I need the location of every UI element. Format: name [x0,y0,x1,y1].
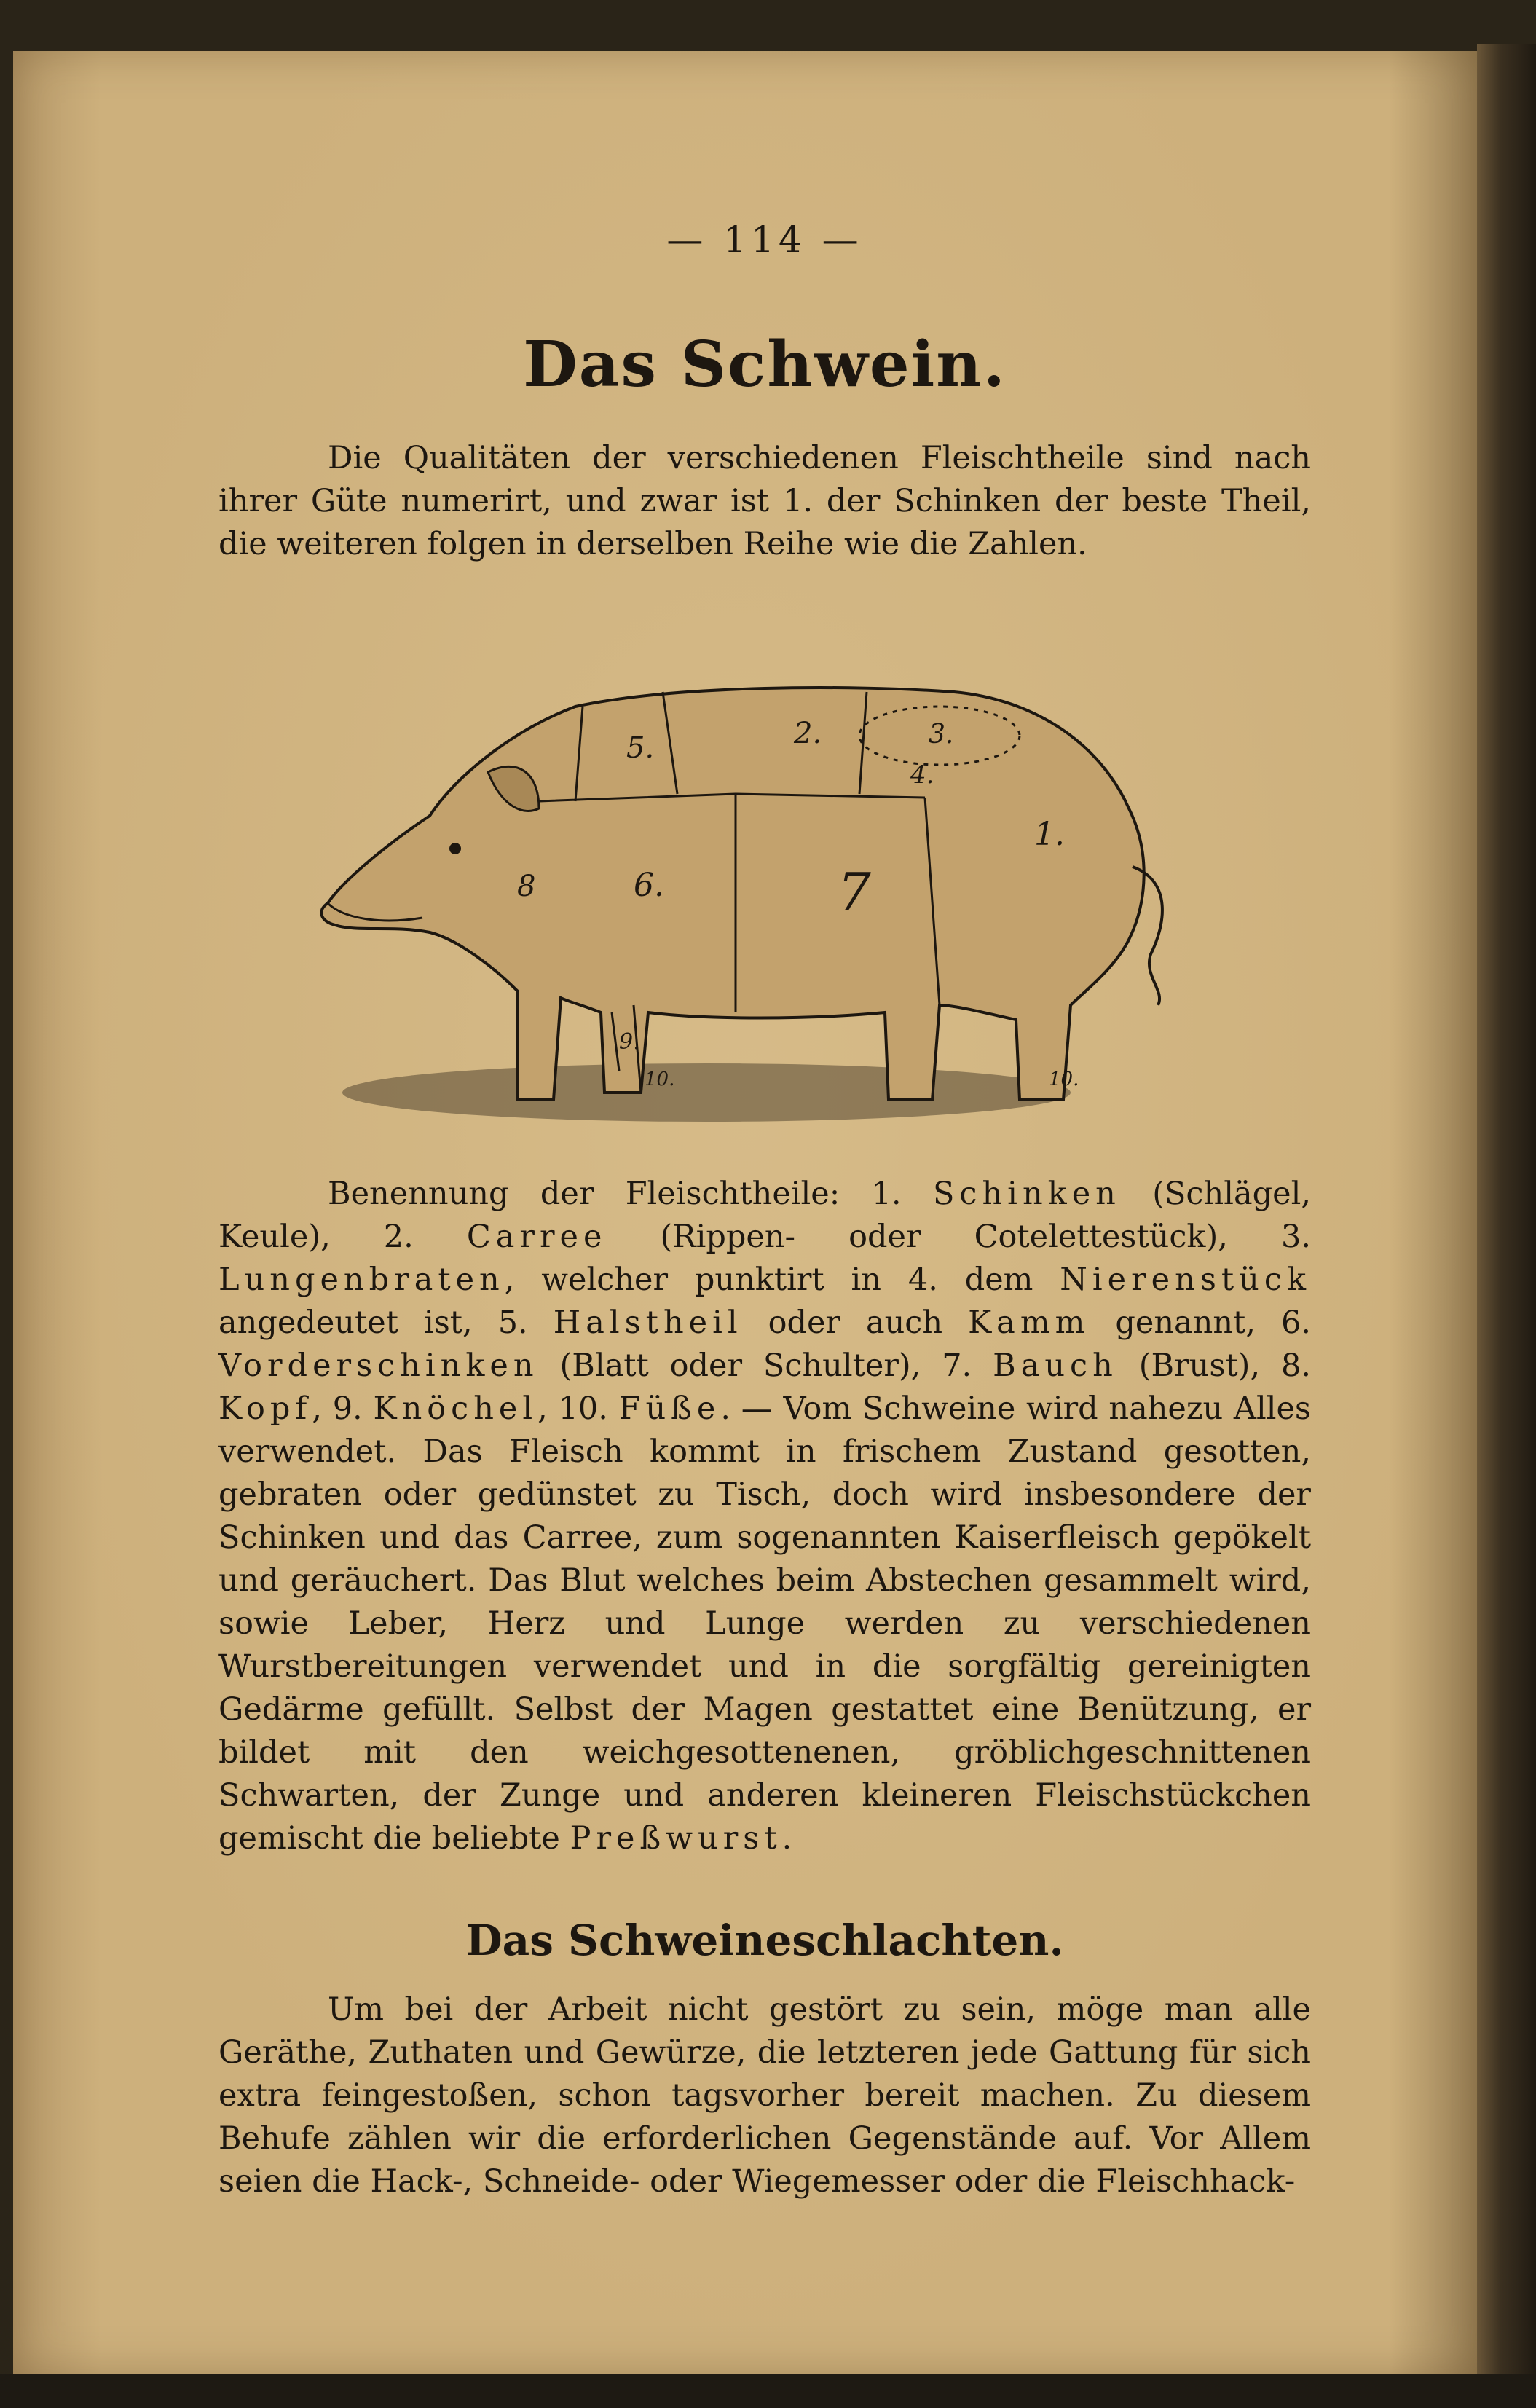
term-presswurst: Preßwurst [570,1820,782,1857]
term-kopf: Kopf [218,1390,312,1427]
term-schinken: Schinken [932,1176,1121,1212]
text-run: oder auch [742,1305,969,1341]
page-title: Das Schwein. [523,328,1007,401]
ground-shadow [342,1063,1071,1122]
cut-label-3: 3. [929,720,954,749]
cut-label-5: 5. [626,731,655,765]
page-number: — 114 — [666,219,863,261]
text-run: (Schlägel, Keule), 2. [218,1176,1311,1255]
text-run: (Blatt oder Schulter), 7. [538,1347,993,1384]
text-run: genannt, 6. [1090,1305,1311,1341]
text-run: Benennung der Fleischtheile: 1. [328,1176,933,1212]
text-run: , welcher punktirt in 4. dem [504,1262,1060,1298]
term-nierenstueck: Nierenstück [1060,1262,1311,1298]
cut-label-9: 9. [619,1029,640,1055]
text-run: , 9. [312,1390,374,1427]
pig-cuts-diagram [299,663,1238,1173]
term-lungenbraten: Lungenbraten [218,1262,505,1298]
text-run: (Brust), 8. [1117,1347,1312,1384]
cut-label-4: 4. [910,760,934,790]
text-run: . — Vom Schweine wird nahezu Alles verwendet. Das Fleisch kommt in frischem Zustand gesotten, gebraten oder gedünstet zu Tisch, doch wird insbesondere der Schinken und das Carree, zum sogenannten Kaiserfleisch gepökelt und geräuchert. Das Blut welches beim Abstechen gesammelt wird, sowie Leber, Herz und Lunge werden zu verschiedenen Wurstbereitungen verwendet und in die sorgfältig gereinigten Gedärme gefüllt. Selbst der Magen gestattet eine Benützung, er bildet mit den weichgesottenenen, gröblichgeschnittenen Schwarten, der Zunge und anderen kleineren Fleischstückchen gemischt die beliebte [218,1390,1311,1857]
scan-top-edge [0,0,1536,51]
section-heading-slaughter: Das Schweineschlachten. [465,1916,1064,1965]
cut-label-7: 7 [838,862,871,923]
term-bauch: Bauch [993,1347,1118,1384]
cut-label-10-front: 10. [645,1069,675,1090]
cut-label-1: 1. [1034,816,1065,853]
pig-body-outline [321,688,1143,1100]
intro-paragraph: Die Qualitäten der verschiedenen Fleischtheile sind nach ihrer Güte numerirt, und zwar ist 1. der Schinken der beste Theil, die weiteren folgen in derselben Reihe wie die Zahlen. [218,440,1311,562]
term-halstheil: Halstheil [553,1305,743,1341]
cut-label-6: 6. [634,867,664,904]
book-spine [1477,44,1536,2408]
pig-cuts-illustration [299,663,1238,1173]
term-knoechel: Knöchel [373,1390,538,1427]
term-kamm: Kamm [968,1305,1090,1341]
cut-label-10-back: 10. [1049,1069,1079,1090]
slaughter-paragraph: Um bei der Arbeit nicht gestört zu sein, möge man alle Geräthe, Zuthaten und Gewürze, die letzteren jede Gattung für sich extra feingestoßen, schon tagsvorher bereit machen. Zu diesem Behufe zählen wir die erforderlichen Gegenstände auf. Vor Allem seien die Hack-, Schneide- oder Wiegemesser oder die Fleischhack- [218,1991,1311,2200]
cut-label-8: 8 [517,870,536,903]
pig-eye [449,843,461,854]
text-run: . [781,1820,792,1857]
text-run: angedeutet ist, 5. [218,1305,554,1341]
text-run: (Rippen- oder Cotelettestück), 3. [607,1219,1312,1255]
term-carree: Carree [466,1219,607,1255]
scan-bottom-edge [0,2374,1536,2408]
term-vorderschinken: Vorderschinken [218,1347,539,1384]
term-fuesse: Füße [618,1390,721,1427]
cut-label-2: 2. [794,717,822,750]
cuts-names-paragraph [218,1173,1311,1860]
text-run: , 10. [537,1390,619,1427]
